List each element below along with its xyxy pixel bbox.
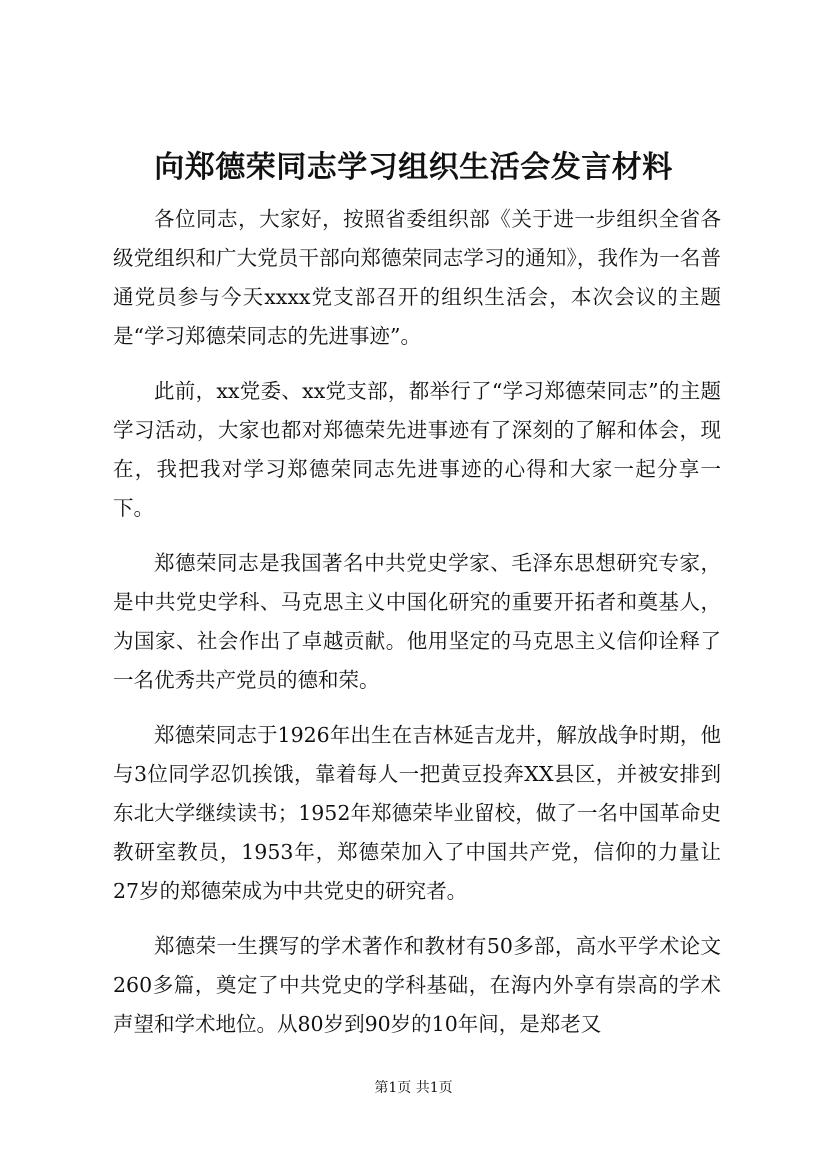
paragraph-achievements: 郑德荣一生撰写的学术著作和教材有50多部，高水平学术论文260多篇，奠定了中共党史的学科基础，在海内外享有崇高的学术声望和学术地位。从80岁到90岁的10年间，是郑老又 <box>113 934 721 1036</box>
paragraph-introduction: 郑德荣同志是我国著名中共党史学家、毛泽东思想研究专家，是中共党史学科、马克思主义中国化研究的重要开拓者和奠基人，为国家、社会作出了卓越贡献。他用坚定的马克思主义信仰诠释了一名优秀共产党员的德和荣。 <box>113 551 721 692</box>
paragraph-greeting: 各位同志，大家好，按照省委组织部《关于进一步组织全省各级党组织和广大党员干部向郑德荣同志学习的通知》，我作为一名普通党员参与今天xxxx党支部召开的组织生活会，本次会议的主题是“学习郑德荣同志的先进事迹”。 <box>113 207 721 348</box>
paragraph-biography: 郑德荣同志于1926年出生在吉林延吉龙井，解放战争时期，他与3位同学忍饥挨饿，靠着每人一把黄豆投奔XX县区，并被安排到东北大学继续读书；1952年郑德荣毕业留校，做了一名中国革命史教研室教员，1953年，郑德荣加入了中国共产党，信仰的力量让27岁的郑德荣成为中共党史的研究者。 <box>113 723 721 903</box>
page-number-footer: 第1页 共1页 <box>374 1080 453 1096</box>
document-body <box>113 200 721 1044</box>
document-title: 向郑德荣同志学习组织生活会发言材料 <box>154 150 673 185</box>
paragraph-background: 此前，xx党委、xx党支部，都举行了“学习郑德荣同志”的主题学习活动，大家也都对郑德荣先进事迹有了深刻的了解和体会，现在，我把我对学习郑德荣同志先进事迹的心得和大家一起分享一下。 <box>113 379 721 520</box>
